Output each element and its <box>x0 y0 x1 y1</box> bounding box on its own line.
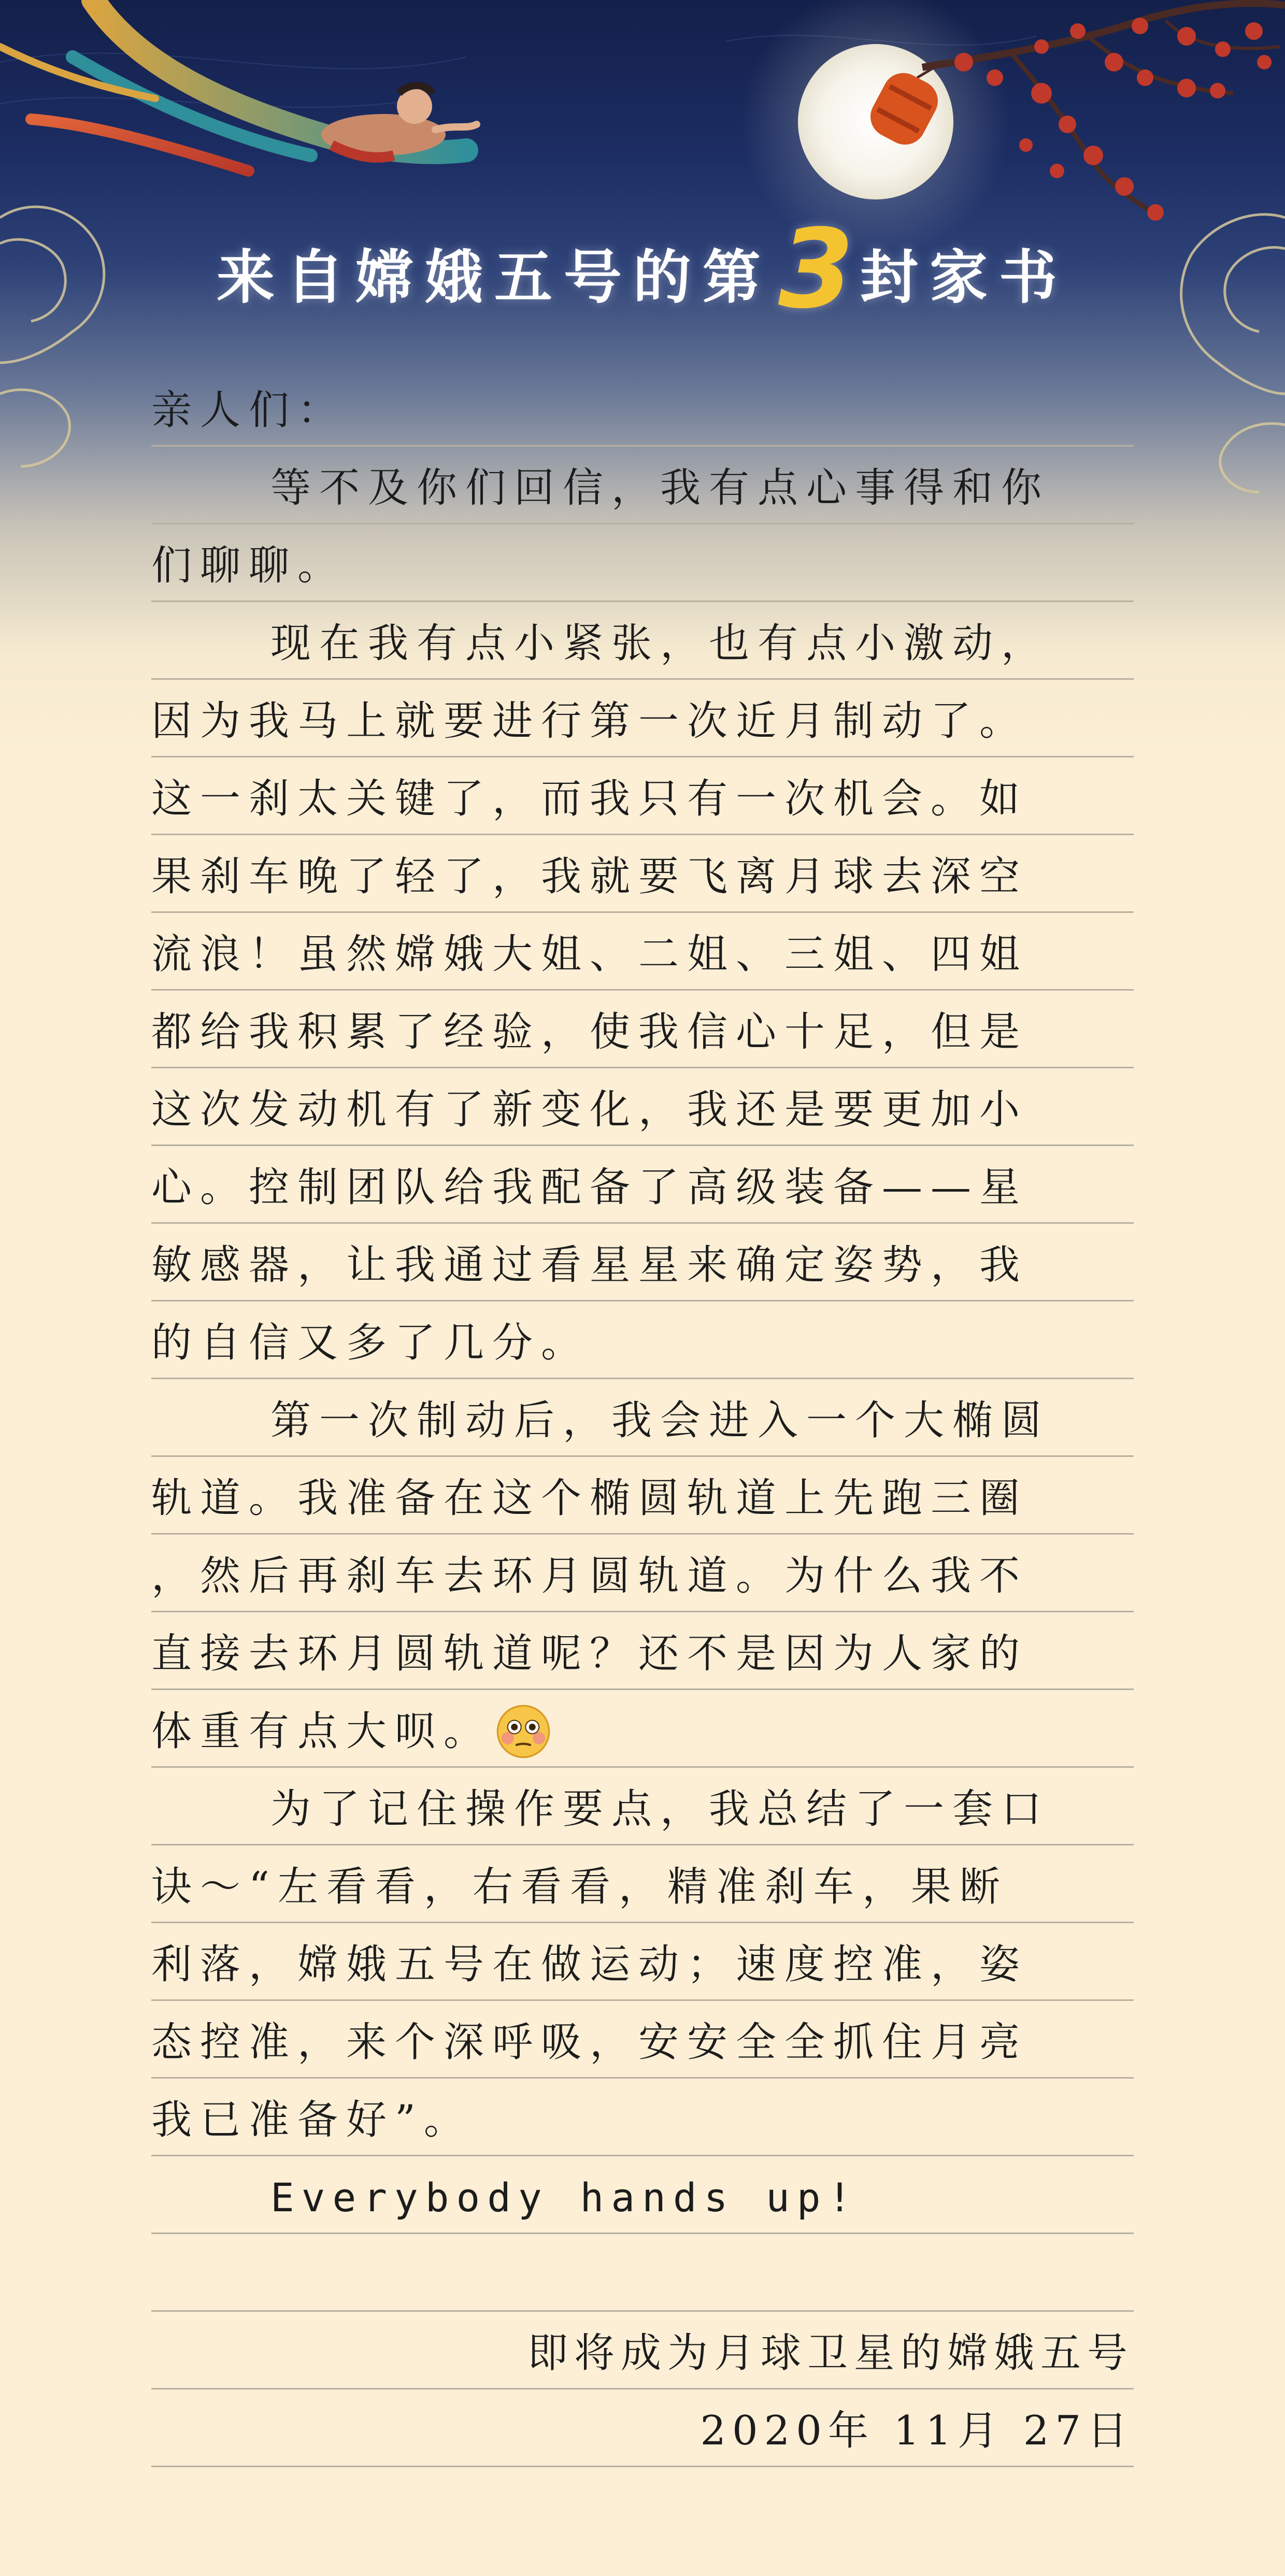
letter-line-1: 亲人们： <box>151 369 1134 447</box>
flying-apsara-figure-icon <box>0 0 477 171</box>
letter-line-19: 为了记住操作要点，我总结了一套口 <box>151 1768 1134 1845</box>
letter-line-4: 现在我有点小紧张，也有点小激动， <box>151 602 1134 680</box>
letter-line-22: 态控准，来个深呼吸，安安全全抓住月亮 <box>151 2001 1134 2079</box>
letter-line-17: 直接去环月圆轨道呢？还不是因为人家的 <box>151 1612 1134 1690</box>
page-title <box>0 206 1285 333</box>
letter-body <box>151 369 1134 2467</box>
letter-line-8: 流浪！虽然嫦娥大姐、二姐、三姐、四姐 <box>151 913 1134 991</box>
letter-line-9: 都给我积累了经验，使我信心十足，但是 <box>151 991 1134 1068</box>
letter-line-15: 轨道。我准备在这个椭圆轨道上先跑三圈 <box>151 1457 1134 1535</box>
letter-line-23: 我已准备好”。 <box>151 2079 1134 2156</box>
letter-line-12: 敏感器，让我通过看星星来确定姿势，我 <box>151 1224 1134 1301</box>
letter-line-10: 这次发动机有了新变化，我还是要更加小 <box>151 1068 1134 1146</box>
letter-line-6: 这一刹太关键了，而我只有一次机会。如 <box>151 757 1134 835</box>
letter-line-18: 体重有点大呗。 <box>151 1690 1134 1768</box>
title-prefix: 来自嫦娥五号的第 <box>216 244 772 311</box>
letter-line-blank <box>151 2234 1134 2312</box>
letter-line-3: 们聊聊。 <box>151 524 1134 602</box>
letter-line-24: Everybody hands up! <box>151 2156 1134 2234</box>
letter-line-14: 第一次制动后，我会进入一个大椭圆 <box>151 1379 1134 1457</box>
letter-line-13: 的自信又多了几分。 <box>151 1301 1134 1379</box>
title-suffix: 封家书 <box>860 244 1069 311</box>
letter-line-11: 心。控制团队给我配备了高级装备——星 <box>151 1146 1134 1224</box>
letter-line-2: 等不及你们回信，我有点心事得和你 <box>151 447 1134 524</box>
letter-line-20: 诀～“左看看，右看看，精准刹车，果断 <box>151 1845 1134 1923</box>
flushed-face-emoji-icon <box>495 1704 551 1759</box>
letter-line-16: ，然后再刹车去环月圆轨道。为什么我不 <box>151 1535 1134 1612</box>
letter-date: 2020年 11月 27日 <box>151 2389 1134 2467</box>
letter-line-21: 利落，嫦娥五号在做运动；速度控准，姿 <box>151 1923 1134 2001</box>
title-number: 3 <box>778 206 854 333</box>
letter-line-5: 因为我马上就要进行第一次近月制动了。 <box>151 680 1134 757</box>
letter-line-7: 果刹车晚了轻了，我就要飞离月球去深空 <box>151 835 1134 913</box>
letter-signature: 即将成为月球卫星的嫦娥五号 <box>151 2312 1134 2389</box>
